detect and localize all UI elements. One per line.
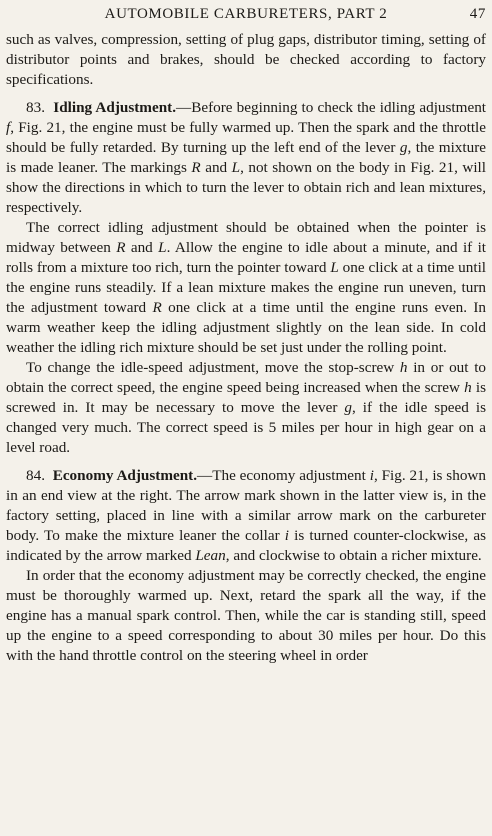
paragraph-economy-check: In order that the economy adjustment may be correctly checked, the engine must be thoroughly warmed up. Next, retard the spark all the way, if the engine has a manual spark control. Then, while the car is standing still, speed up the engine to a speed corresponding to about 30 miles per hour. Do this with the hand throttle control on the steering wheel in order: [6, 567, 486, 664]
running-title: AUTOMOBILE CARBURETERS, PART 2: [104, 6, 388, 22]
section-83-idling-adjustment: 83. Idling Adjustment.—Before beginning to check the idling adjustment f, Fig. 21, the engine must be fully warmed up. Then the spark and the throttle should be fully retarded. By turning up the left end of the lever g, the mixture is made leaner. The markings R and L, not shown on the body in Fig. 21, will show the directions in which to turn the lever to obtain rich and lean mixtures, respectively.: [6, 99, 487, 216]
section-title: Economy Adjustment.: [52, 467, 198, 484]
section-title: Idling Adjustment.: [53, 99, 177, 116]
variable-l: L: [231, 159, 241, 176]
section-84-economy-adjustment: 84. Economy Adjustment.—The economy adjustment i, Fig. 21, is shown in an end view at the right. The arrow mark shown in the latter view is, in the factory setting, placed in line with a similar arrow mark on the carbureter body. To make the mixture leaner the collar i is turned counter-clockwise, as indicated by the arrow marked Lean, and clockwise to obtain a richer mixture.: [6, 467, 486, 564]
page-number: 47: [469, 6, 486, 22]
paragraph-idling-pointer: The correct idling adjustment should be obtained when the pointer is midway between R and L. Allow the engine to idle about a minute, and if it rolls from a mixture too rich, turn the pointer toward L one click at a time until the engine runs steadily. If a lean mixture makes the engine run uneven, turn the adjustment toward R one click at a time until the engine runs even. In warm weather keep the idling adjustment slightly on the lean side. In cold weather the idling rich mixture should be set just under the rolling point.: [6, 219, 487, 356]
section-number: 83.: [26, 99, 45, 116]
running-head: [6, 4, 486, 30]
variable-g: g: [399, 139, 408, 156]
variable-f: f: [6, 119, 11, 136]
paragraph-idle-speed: To change the idle-speed adjustment, move the stop-screw h in or out to obtain the correct speed, the engine speed being increased when the screw h is screwed in. It may be necessary to move the lever g, if the idle speed is changed very much. The correct speed is 5 miles per hour in high gear on a level road.: [6, 359, 487, 456]
paragraph-continued: such as valves, compression, setting of plug gaps, distributor timing, setting of distributor points and brakes, should be checked according to factory specifications.: [6, 31, 486, 88]
variable-r: R: [191, 159, 201, 176]
section-number: 84.: [26, 467, 45, 484]
